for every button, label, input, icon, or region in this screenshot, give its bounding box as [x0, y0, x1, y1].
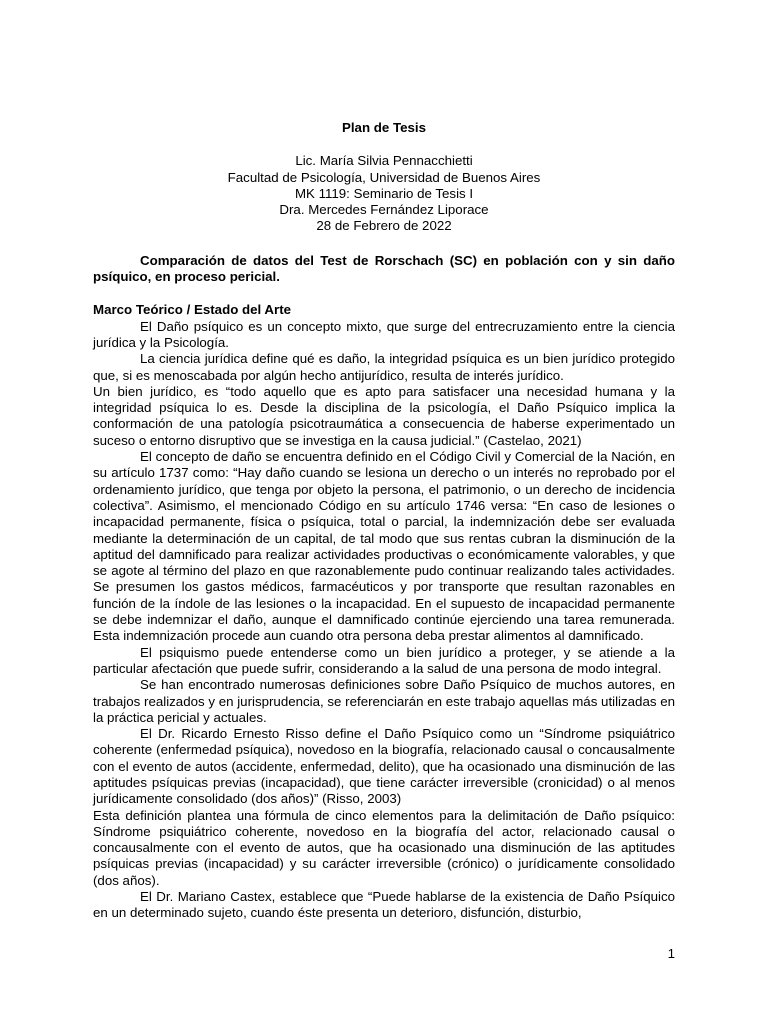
date-line: 28 de Febrero de 2022	[316, 218, 452, 234]
paragraph: El Dr. Ricardo Ernesto Risso define el Daño Psíquico como un “Síndrome psiquiátrico coherente (enfermedad psíquica), novedoso en la biografía, relacionado causal o concausalmente con el evento de autos (accidente, enfermedad, delito), que ha ocasionado una disminución de las aptitudes psíquicas previas (incapacidad), que tiene carácter irreversible (cronicidad) o al menos jurídicamente consolidado (dos años)” (Risso, 2003)	[93, 726, 675, 807]
thesis-subject: Comparación de datos del Test de Rorschach (SC) en población con y sin daño psíquico, en proceso pericial.	[93, 252, 675, 285]
paragraph: El Dr. Mariano Castex, establece que “Puede hablarse de la existencia de Daño Psíquico en un determinado sujeto, cuando éste presenta un deterioro, disfunción, disturbio,	[93, 889, 675, 921]
paragraph: Se han encontrado numerosas definiciones sobre Daño Psíquico de muchos autores, en trabajos realizados y en jurisprudencia, se referenciarán en este trabajo aquellas más utilizadas en la práctica pericial y actuales.	[93, 677, 675, 725]
page-number: 1	[667, 946, 675, 961]
paragraph: Esta definición plantea una fórmula de cinco elementos para la delimitación de Daño psíquico: Síndrome psiquiátrico coherente, novedoso en la biografía del actor, relacionado causal o concausalmente con el evento de autos, que ha ocasionado una disminución de las aptitudes psíquicas previas (incapacidad) y su carácter irreversible (crónico) o jurídicamente consolidado (dos años).	[93, 807, 675, 888]
seminar-line: MK 1119: Seminario de Tesis I	[294, 185, 474, 201]
document-title: Plan de Tesis	[341, 120, 426, 135]
faculty-line: Facultad de Psicología, Universidad de Buenos Aires	[227, 169, 541, 185]
section-heading: Marco Teórico / Estado del Arte	[93, 302, 292, 318]
director-line: Dra. Mercedes Fernández Liporace	[279, 202, 489, 218]
paragraph: El psiquismo puede entenderse como un bien jurídico a proteger, y se atiende a la particular afectación que puede sufrir, considerando a la salud de una persona de modo integral.	[93, 644, 675, 676]
author-block	[93, 153, 675, 234]
paragraph: Un bien jurídico, es “todo aquello que es apto para satisfacer una necesidad humana y la integridad psíquica lo es. Desde la disciplina de la psicología, el Daño Psíquico implica la conformación de una patología psicotraumática a consecuencia de haberse experimentado un suceso o entorno disruptivo que se investiga en la causa judicial.” (Castelao, 2021)	[93, 383, 675, 448]
paragraph: La ciencia jurídica define qué es daño, la integridad psíquica es un bien jurídico protegido que, si es menoscabada por algún hecho antijurídico, resulta de interés jurídico.	[93, 351, 675, 383]
author-name: Lic. María Silvia Pennacchietti	[295, 153, 473, 169]
paragraph: El Daño psíquico es un concepto mixto, que surge del entrecruzamiento entre la ciencia jurídica y la Psicología.	[93, 318, 675, 350]
paragraph: El concepto de daño se encuentra definido en el Código Civil y Comercial de la Nación, en su artículo 1737 como: “Hay daño cuando se lesiona un derecho o un interés no reprobado por el ordenamiento jurídico, que tenga por objeto la persona, el patrimonio, o un derecho de incidencia colectiva”. Asimismo, el mencionado Código en su artículo 1746 versa: “En caso de lesiones o incapacidad permanente, física o psíquica, total o parcial, la indemnización debe ser evaluada mediante la determinación de un capital, de tal modo que sus rentas cubran la disminución de la aptitud del damnificado para realizar actividades productivas o económicamente valorables, y que se agote al término del plazo en que razonablemente pudo continuar realizando tales actividades. Se presumen los gastos médicos, farmacéuticos y por transporte que resultan razonables en función de la índole de las lesiones o la incapacidad. En el supuesto de incapacidad permanente se debe indemnizar el daño, aunque el damnificado continúe ejerciendo una tarea remunerada. Esta indemnización procede aun cuando otra persona deba prestar alimentos al damnificado.	[93, 449, 675, 644]
